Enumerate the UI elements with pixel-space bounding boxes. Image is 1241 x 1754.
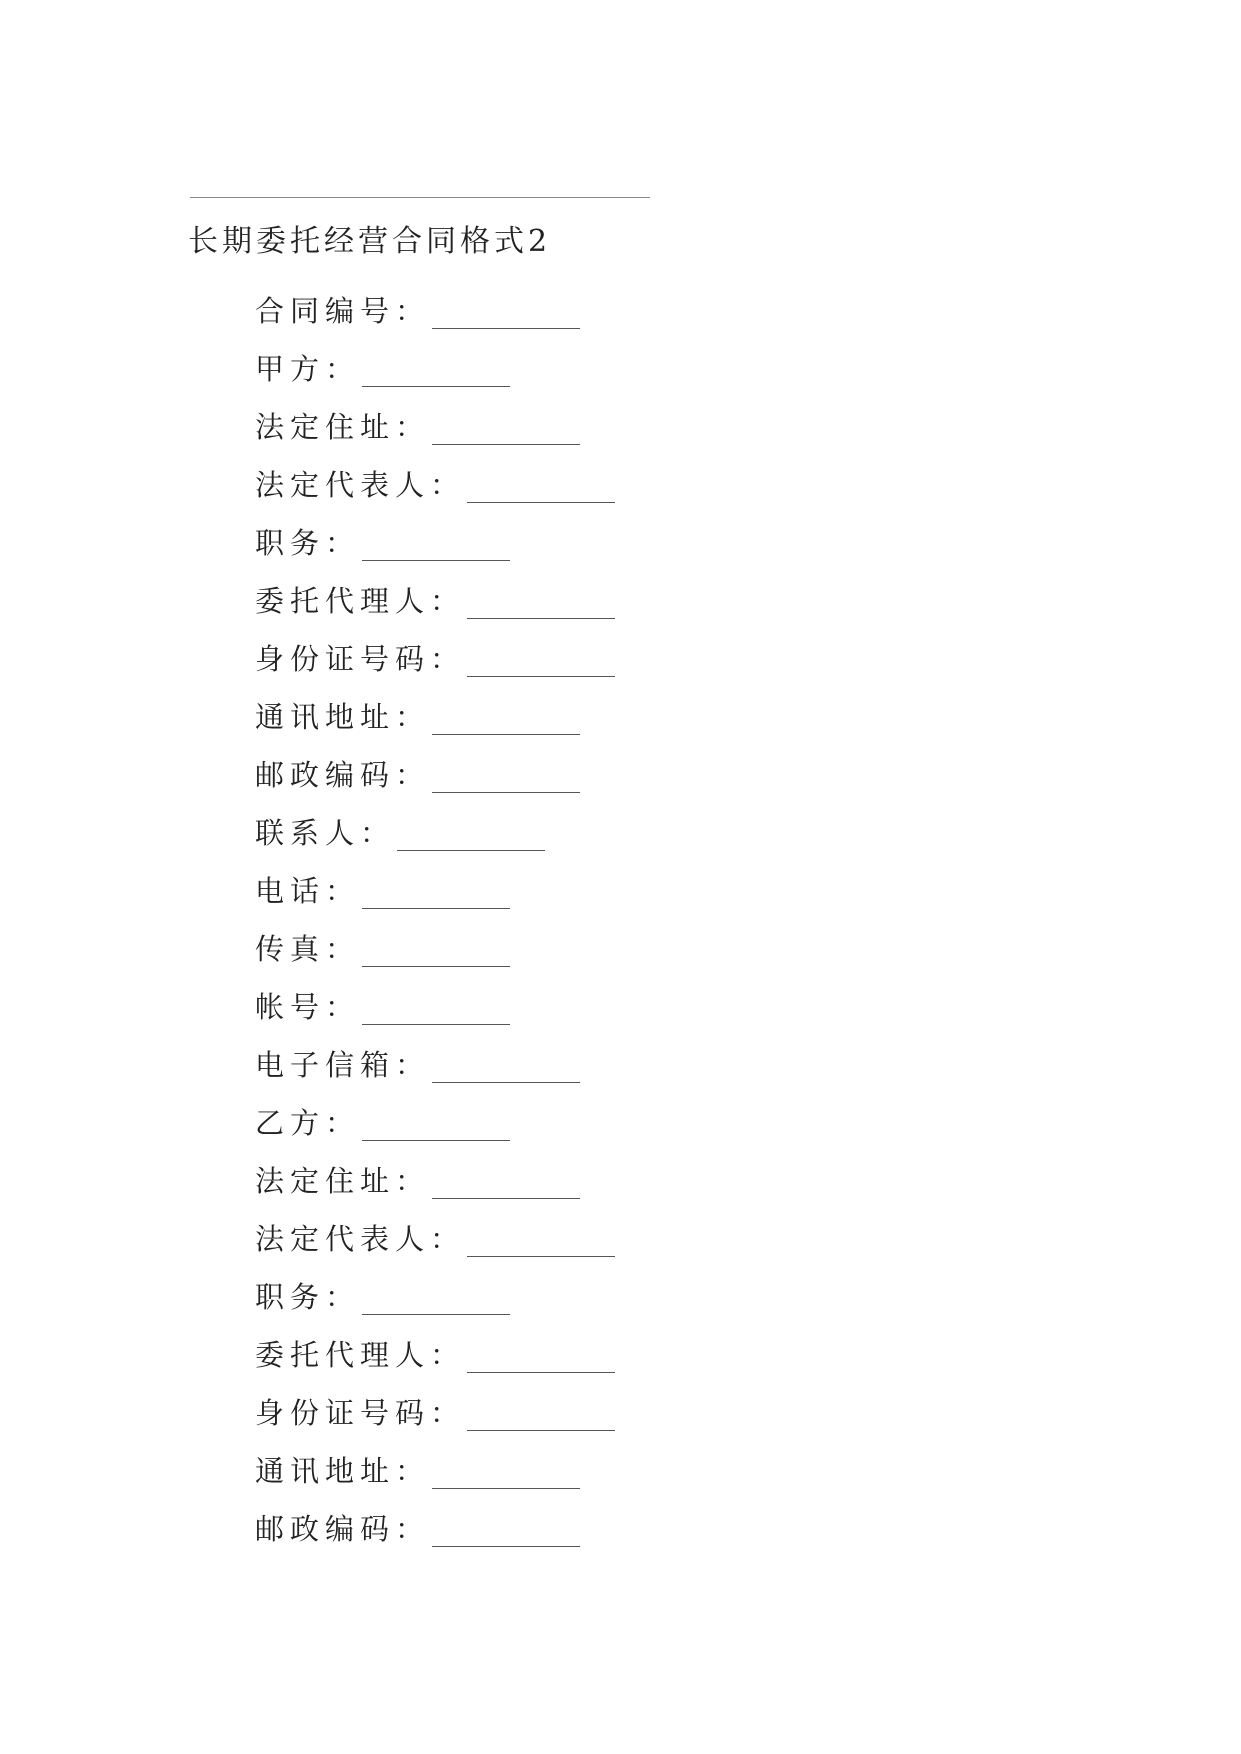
field-label: 委托代理人：: [255, 1337, 466, 1372]
form-field-row: [255, 860, 615, 918]
field-label: 职务：: [255, 525, 361, 560]
document-title: 长期委托经营合同格式2: [188, 224, 552, 259]
form-field-row: [255, 1092, 615, 1150]
field-label: 传真：: [255, 931, 361, 966]
form-field-row: [255, 1440, 615, 1498]
fill-in-blank-line: [467, 650, 615, 677]
fill-in-blank-line: [432, 1462, 580, 1489]
form-field-row: [255, 1150, 615, 1208]
form-field-row: [255, 1324, 615, 1382]
field-label: 委托代理人：: [255, 583, 466, 618]
fill-in-blank-line: [432, 302, 580, 329]
field-label: 乙方：: [255, 1105, 361, 1140]
fill-in-blank-line: [432, 1056, 580, 1083]
fill-in-blank-line: [467, 1230, 615, 1257]
form-field-row: [255, 686, 615, 744]
field-label: 帐号：: [255, 989, 361, 1024]
form-field-row: [255, 280, 615, 338]
field-label: 法定住址：: [255, 409, 431, 444]
form-field-row: [255, 454, 615, 512]
fill-in-blank-line: [362, 940, 510, 967]
contract-field-list: [255, 280, 615, 1556]
form-field-row: [255, 628, 615, 686]
fill-in-blank-line: [432, 766, 580, 793]
form-field-row: [255, 570, 615, 628]
fill-in-blank-line: [397, 824, 545, 851]
field-label: 电子信箱：: [255, 1047, 431, 1082]
field-label: 合同编号：: [255, 293, 431, 328]
fill-in-blank-line: [467, 592, 615, 619]
form-field-row: [255, 1266, 615, 1324]
fill-in-blank-line: [362, 882, 510, 909]
form-field-row: [255, 1208, 615, 1266]
form-field-row: [255, 512, 615, 570]
field-label: 身份证号码：: [255, 1395, 466, 1430]
fill-in-blank-line: [362, 1114, 510, 1141]
field-label: 甲方：: [255, 351, 361, 386]
form-field-row: [255, 918, 615, 976]
fill-in-blank-line: [362, 360, 510, 387]
field-label: 法定住址：: [255, 1163, 431, 1198]
field-label: 法定代表人：: [255, 1221, 466, 1256]
field-label: 邮政编码：: [255, 1511, 431, 1546]
fill-in-blank-line: [467, 476, 615, 503]
form-field-row: [255, 1034, 615, 1092]
top-divider-line: [190, 197, 650, 198]
form-field-row: [255, 396, 615, 454]
fill-in-blank-line: [362, 534, 510, 561]
field-label: 法定代表人：: [255, 467, 466, 502]
fill-in-blank-line: [362, 998, 510, 1025]
field-label: 联系人：: [255, 815, 396, 850]
fill-in-blank-line: [432, 418, 580, 445]
fill-in-blank-line: [467, 1346, 615, 1373]
field-label: 邮政编码：: [255, 757, 431, 792]
form-field-row: [255, 976, 615, 1034]
form-field-row: [255, 1382, 615, 1440]
form-field-row: [255, 802, 615, 860]
field-label: 通讯地址：: [255, 699, 431, 734]
field-label: 身份证号码：: [255, 641, 466, 676]
form-field-row: [255, 338, 615, 396]
form-field-row: [255, 744, 615, 802]
fill-in-blank-line: [432, 1172, 580, 1199]
form-field-row: [255, 1498, 615, 1556]
field-label: 职务：: [255, 1279, 361, 1314]
fill-in-blank-line: [467, 1404, 615, 1431]
fill-in-blank-line: [362, 1288, 510, 1315]
fill-in-blank-line: [432, 708, 580, 735]
field-label: 电话：: [255, 873, 361, 908]
fill-in-blank-line: [432, 1520, 580, 1547]
field-label: 通讯地址：: [255, 1453, 431, 1488]
